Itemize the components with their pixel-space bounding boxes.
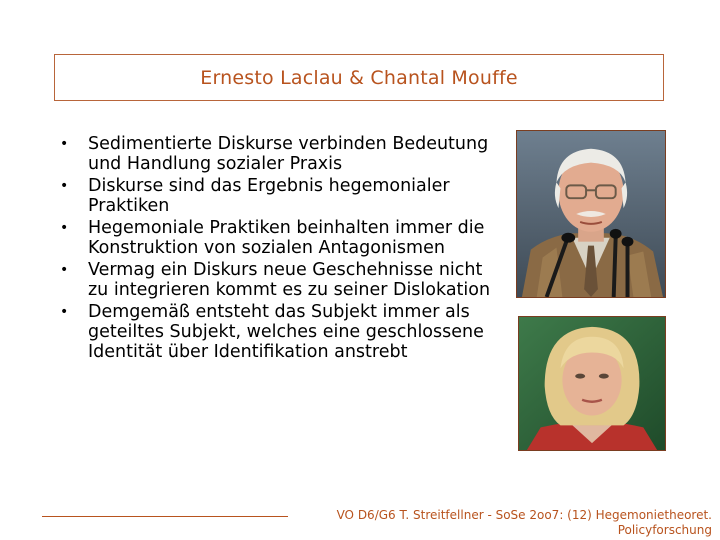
bullet-icon: • — [60, 178, 69, 194]
bullet-item — [58, 176, 498, 216]
bullet-icon: • — [60, 136, 69, 152]
photo-laclau — [516, 130, 666, 298]
bullet-text: Diskurse sind das Ergebnis hegemonialer Praktiken — [88, 176, 450, 216]
footer-line-1: VO D6/G6 T. Streitfellner - SoSe 2oo7: (12) Hegemonietheoret. — [336, 508, 712, 522]
title-frame — [54, 54, 664, 101]
photo-mouffe — [518, 316, 666, 451]
bullet-icon: • — [60, 220, 69, 236]
bullet-item — [58, 134, 498, 174]
bullet-text: Vermag ein Diskurs neue Geschehnisse nicht zu integrieren kommt es zu seiner Dislokation — [88, 260, 491, 300]
bullet-icon: • — [60, 304, 69, 320]
footer — [312, 508, 712, 538]
bullet-text: Sedimentierte Diskurse verbinden Bedeutung und Handlung sozialer Praxis — [88, 134, 489, 174]
footer-divider — [42, 516, 288, 517]
bullet-list — [58, 134, 498, 364]
bullet-item — [58, 302, 498, 362]
slide-title: Ernesto Laclau & Chantal Mouffe — [200, 66, 518, 89]
bullet-text: Demgemäß entsteht das Subjekt immer als geteiltes Subjekt, welches eine geschlossene Identität über Identifikation anstrebt — [88, 302, 484, 362]
portrait-woman-image — [519, 317, 665, 450]
bullet-text: Hegemoniale Praktiken beinhalten immer die Konstruktion von sozialen Antagonismen — [88, 218, 485, 258]
bullet-item — [58, 260, 498, 300]
portrait-man-image — [517, 131, 665, 297]
bullet-icon: • — [60, 262, 69, 278]
footer-line-2: Policyforschung — [617, 523, 712, 537]
bullet-item — [58, 218, 498, 258]
